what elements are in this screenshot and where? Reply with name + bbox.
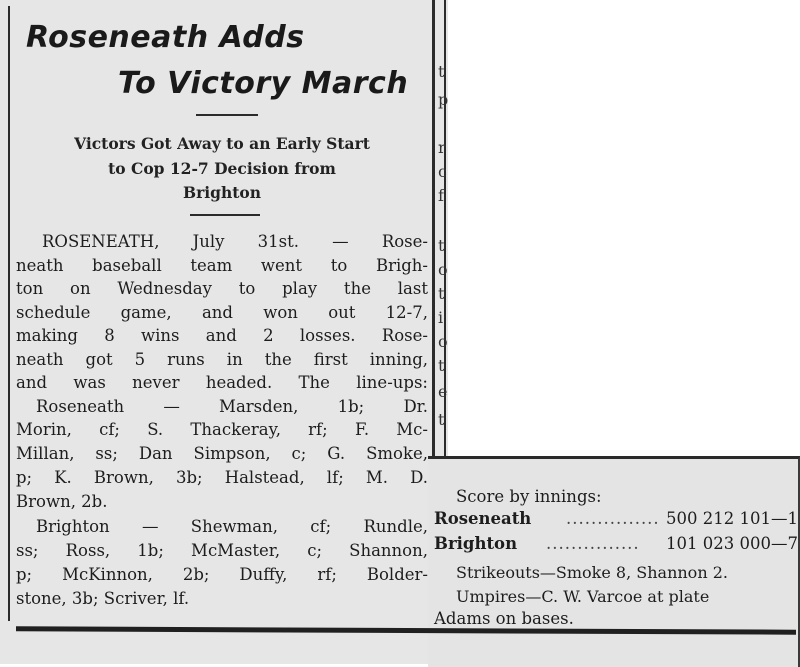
body-line: ton on Wednesday to play the last [16, 279, 428, 298]
body-line: p; McKinnon, 2b; Duffy, rf; Bolder- [16, 565, 428, 584]
bases-line: Adams on bases. [434, 609, 574, 628]
body-line: Roseneath — Marsden, 1b; Dr. [36, 397, 428, 416]
body-line: ROSENEATH, July 31st. — Rose- [42, 232, 428, 251]
body-line: and was never headed. The line-ups: [16, 373, 428, 392]
innings-score: 500 212 101—1 [666, 509, 798, 528]
fragment-char: t [438, 236, 445, 255]
fragment-char: t [438, 284, 445, 303]
fragment-char: o [438, 260, 448, 279]
subhead-line-3: Brighton [182, 183, 262, 202]
body-line: Brown, 2b. [16, 492, 108, 511]
team-name: Brighton [434, 534, 518, 553]
fragment-char: c [438, 162, 447, 181]
leader-dots: ............... [546, 534, 640, 553]
fragment-char: r [438, 138, 446, 157]
strikeouts-line: Strikeouts—Smoke 8, Shannon 2. [456, 563, 728, 582]
center-column-rule [432, 0, 435, 456]
score-heading: Score by innings: [456, 487, 602, 506]
left-column-rule [8, 6, 10, 621]
leader-dots: ............... [566, 509, 660, 528]
body-line: p; K. Brown, 3b; Halstead, lf; M. D. [16, 468, 428, 487]
fragment-char: i [438, 308, 444, 327]
team-name: Roseneath [434, 509, 532, 528]
body-line: Morin, cf; S. Thackeray, rf; F. Mc- [16, 420, 428, 439]
fragment-char: o [438, 332, 448, 351]
body-line: making 8 wins and 2 losses. Rose- [16, 326, 428, 345]
fragment-char: t [438, 62, 445, 81]
body-line: Millan, ss; Dan Simpson, c; G. Smoke, [16, 444, 428, 463]
body-line: neath got 5 runs in the first inning, [16, 350, 428, 369]
body-line: Brighton — Shewman, cf; Rundle, [36, 517, 428, 536]
fragment-char: f [438, 186, 444, 205]
body-line: schedule game, and won out 12-7, [16, 303, 428, 322]
umpires-line: Umpires—C. W. Varcoe at plate [456, 587, 710, 606]
headline-divider [196, 114, 258, 116]
subhead-divider [190, 214, 260, 216]
subhead-line-1: Victors Got Away to an Early Start [74, 134, 370, 153]
fragment-char: t [438, 410, 445, 429]
fragment-char: t [438, 356, 445, 375]
body-line: neath baseball team went to Brigh- [16, 256, 428, 275]
body-line: ss; Ross, 1b; McMaster, c; Shannon, [16, 541, 428, 560]
body-line: stone, 3b; Scriver, lf. [16, 589, 190, 608]
innings-score: 101 023 000—7 [666, 534, 798, 553]
fragment-char: e [438, 382, 448, 401]
headline-line-2: To Victory March [118, 66, 409, 101]
subhead-line-2: to Cop 12-7 Decision from [108, 159, 336, 178]
fragment-char: p [438, 90, 449, 109]
headline-line-1: Roseneath Adds [26, 20, 305, 55]
